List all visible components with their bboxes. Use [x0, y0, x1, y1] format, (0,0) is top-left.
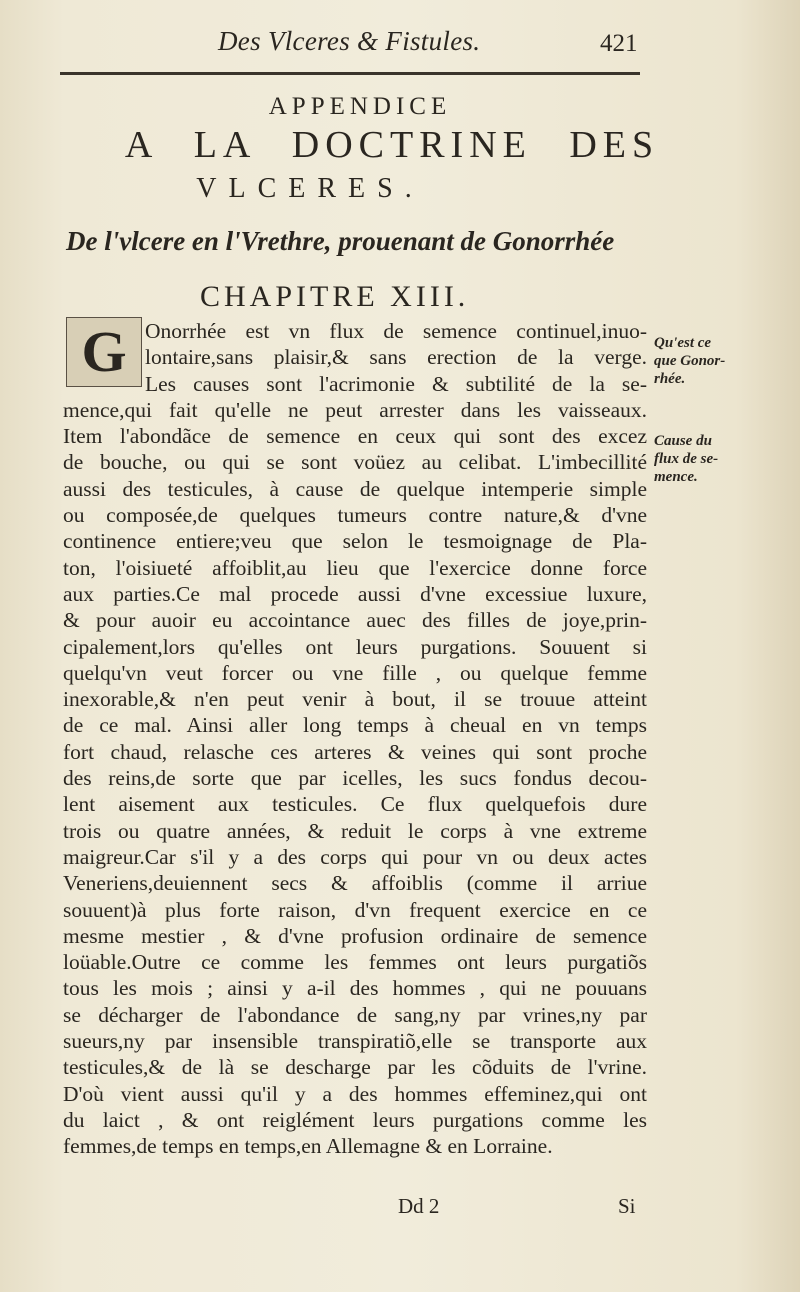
text-line: Les causes sont l'acrimonie & subtilité de la se-	[145, 371, 647, 396]
initial-letter: G	[81, 319, 127, 384]
text-line: mence,qui fait qu'elle ne peut arrester dans les vaisseaux.	[63, 397, 647, 422]
text-line: des reins,de sorte que par icelles, les sucs fondus decou-	[63, 766, 647, 791]
text-line: de bouche, ou qui se sont voüez au celibat. L'imbecillité	[63, 450, 647, 475]
margin-note-cause	[654, 432, 774, 486]
chapter-number: CHAPITRE XIII.	[200, 280, 470, 313]
text-line: tous les mois ; ainsi y a-il des hommes , qui ne pouuans	[63, 976, 647, 1001]
text-line: loüable.Outre ce comme les femmes ont leurs purgatiõs	[63, 950, 647, 975]
text-line: aussi des testicules, à cause de quelque intemperie simple	[63, 476, 647, 501]
text-line: continence entiere;veu que selon le tesmoignage de Pla-	[63, 529, 647, 554]
margin-note-line: Qu'est ce	[654, 335, 712, 351]
catchword: Si	[618, 1194, 636, 1218]
margin-note-line: Cause du	[654, 433, 712, 449]
text-line: quelqu'vn veut forcer ou vne fille , ou quelque femme	[63, 660, 647, 685]
text-line: souuent)à plus forte raison, d'vn frequent exercice en ce	[63, 897, 647, 922]
text-line: ton, l'oisiueté affoiblit,au lieu que l'exercice donne force	[63, 555, 647, 580]
signature-mark: Dd 2	[398, 1194, 440, 1218]
text-line: fort chaud, relasche ces arteres & veines qui sont proche	[63, 739, 647, 764]
text-line: cipalement,lors qu'elles ont leurs purgations. Souuent si	[63, 634, 647, 659]
heading-doctrine: A LA DOCTRINE DES	[124, 124, 660, 166]
text-line: sueurs,ny par insensible transpiratiõ,elle se transporte aux	[63, 1029, 647, 1054]
header-rule	[60, 72, 640, 75]
text-line: du laict , & ont reiglément leurs purgations comme les	[63, 1107, 647, 1132]
page-number: 421	[600, 30, 638, 57]
margin-note-line: flux de se-	[654, 451, 719, 467]
heading-appendice: APPENDICE	[268, 93, 452, 120]
margin-note-definition	[654, 334, 774, 388]
text-line: trois ou quatre années, & reduit le corps à vne extreme	[63, 818, 647, 843]
running-title: Des Vlceres & Fistules.	[218, 26, 481, 56]
text-line: ou composée,de quelques tumeurs contre nature,& d'vne	[63, 503, 647, 528]
text-line: femmes,de temps en temps,en Allemagne & en Lorraine.	[63, 1134, 553, 1159]
body-text	[63, 318, 647, 1160]
margin-note-line: rhée.	[654, 371, 686, 387]
text-line: se décharger de l'abondance de sang,ny par vrines,ny par	[63, 1002, 647, 1027]
text-line: Onorrhée est vn flux de semence continuel,inuo-	[145, 319, 647, 343]
text-line: & pour auoir eu accointance auec des filles de joye,prin-	[63, 608, 647, 633]
text-line: mesme mestier , & d'vne profusion ordinaire de semence	[63, 923, 647, 948]
text-line: inexorable,& n'en peut venir à bout, il se trouue atteint	[63, 687, 647, 712]
text-line: lent aisement aux testicules. Ce flux quelquefois dure	[63, 792, 647, 817]
text-line: de ce mal. Ainsi aller long temps à cheual en vn temps	[63, 713, 647, 738]
text-line: aux parties.Ce mal procede aussi d'vne excessiue luxure,	[63, 581, 647, 606]
text-line: maigreur.Car s'il y a des corps qui pour vn ou deux actes	[63, 844, 647, 869]
margin-note-line: mence.	[654, 469, 698, 485]
text-line: D'où vient aussi qu'il y a des hommes effeminez,qui ont	[63, 1081, 647, 1106]
margin-note-line: que Gonor-	[654, 353, 726, 369]
chapter-subtitle: De l'vlcere en l'Vrethre, prouenant de Gonorrhée	[66, 226, 615, 256]
heading-vlceres: VLCERES.	[196, 173, 424, 204]
text-line: lontaire,sans plaisir,& sans erection de la verge.	[145, 345, 647, 370]
text-line: testicules,& de là se descharge par les cõduits de l'vrine.	[63, 1055, 647, 1080]
text-line: Veneriens,deuiennent secs & affoiblis (comme il arriue	[63, 871, 647, 896]
text-line: Item l'abondãce de semence en ceux qui sont des excez	[63, 424, 647, 449]
